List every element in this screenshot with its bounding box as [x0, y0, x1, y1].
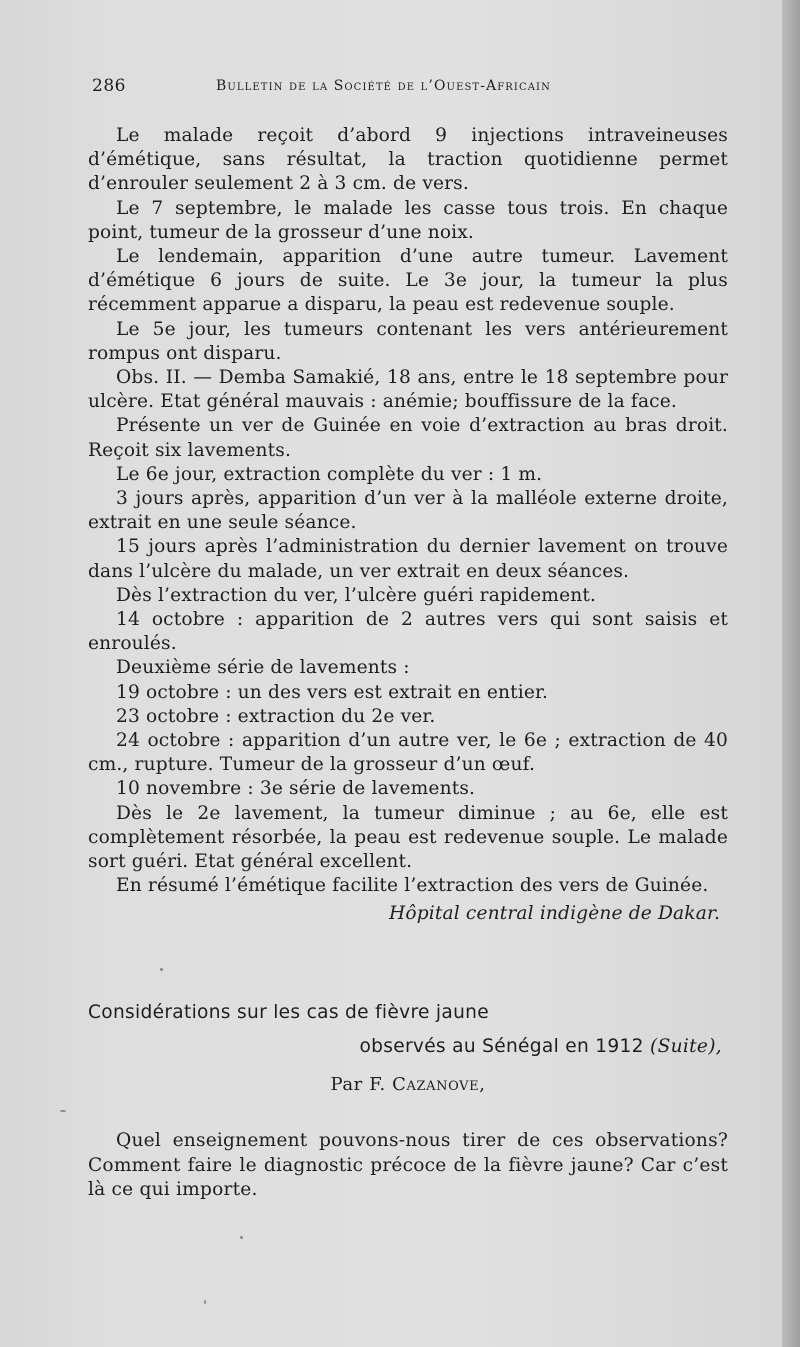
article-title-suite: (Suite),	[650, 1036, 722, 1057]
paragraph: En résumé l’émétique facilite l’extraction des vers de Guinée.	[116, 875, 709, 897]
paragraph: Obs. II. — Demba Samakié, 18 ans, entre le 18 septembre pour ulcère. Etat général mauvais : anémie; bouffissure de la face.	[88, 367, 728, 413]
page-header	[88, 74, 728, 104]
article-text	[88, 1129, 728, 1203]
article-title	[88, 996, 728, 1064]
paragraph: 15 jours après l’administration du dernier lavement on trouve dans l’ulcère du malade, un ver extrait en deux séances.	[88, 536, 728, 582]
paragraph: 14 octobre : apparition de 2 autres vers qui sont saisis et enroulés.	[88, 609, 728, 655]
paper-speck	[60, 1110, 66, 1112]
author-name: F. Cazanove,	[369, 1074, 486, 1095]
paragraph: Quel enseignement pouvons-nous tirer de ces observations? Comment faire le diagnostic précoce de la fièvre jaune? Car c’est là ce qui importe.	[88, 1130, 728, 1200]
paragraph: Le 7 septembre, le malade les casse tous trois. En chaque point, tumeur de la grosseur d’une noix.	[88, 197, 728, 243]
running-title: Bulletin de la Société de l’Ouest-Africain	[216, 78, 551, 94]
paragraph: Le lendemain, apparition d’une autre tumeur. Lavement d’émétique 6 jours de suite. Le 3e jour, la tumeur la plus récemment apparue a disparu, la peau est redevenue souple.	[88, 246, 728, 316]
paper-speck	[160, 968, 163, 971]
article-author	[88, 1074, 728, 1095]
signature: Hôpital central indigène de Dakar.	[389, 902, 720, 924]
article-title-line: Considérations sur les cas de fièvre jaune	[88, 1002, 489, 1023]
paragraph: 24 octobre : apparition d’un autre ver, le 6e ; extraction de 40 cm., rupture. Tumeur de la grosseur d’un œuf.	[88, 730, 728, 776]
paragraph: Le 5e jour, les tumeurs contenant les vers antérieurement rompus ont disparu.	[88, 318, 728, 364]
page-number: 286	[92, 76, 126, 96]
paragraph: Dès l’extraction du ver, l’ulcère guéri rapidement.	[116, 584, 597, 606]
paragraph: Deuxième série de lavements :	[116, 657, 410, 679]
paper-speck	[240, 1236, 243, 1239]
paragraph: Le 6e jour, extraction complète du ver : 1 m.	[116, 463, 543, 485]
paragraph: 10 novembre : 3e série de lavements.	[116, 778, 476, 800]
paragraph: 3 jours après, apparition d’un ver à la malléole externe droite, extrait en une seule séance.	[88, 488, 728, 534]
paragraph: Le malade reçoit d’abord 9 injections intraveineuses d’émétique, sans résultat, la traction quotidienne permet d’enrouler seulement 2 à 3 cm. de vers.	[88, 125, 728, 195]
paragraph: Présente un ver de Guinée en voie d’extraction au bras droit. Reçoit six lavements.	[88, 415, 728, 461]
author-prefix: Par	[330, 1074, 363, 1095]
paragraph: Dès le 2e lavement, la tumeur diminue ; au 6e, elle est complètement résorbée, la peau est redevenue souple. Le malade sort guéri. Etat général excellent.	[88, 802, 728, 873]
paper-speck	[204, 1300, 206, 1304]
paragraph: 23 octobre : extraction du 2e ver.	[116, 705, 436, 727]
article-title-line	[88, 1030, 728, 1064]
book-spine-shadow	[782, 0, 800, 1347]
paragraph: 19 octobre : un des vers est extrait en entier.	[116, 681, 549, 703]
article-title-text: observés au Sénégal en 1912	[359, 1036, 644, 1057]
observation-text	[88, 124, 728, 926]
